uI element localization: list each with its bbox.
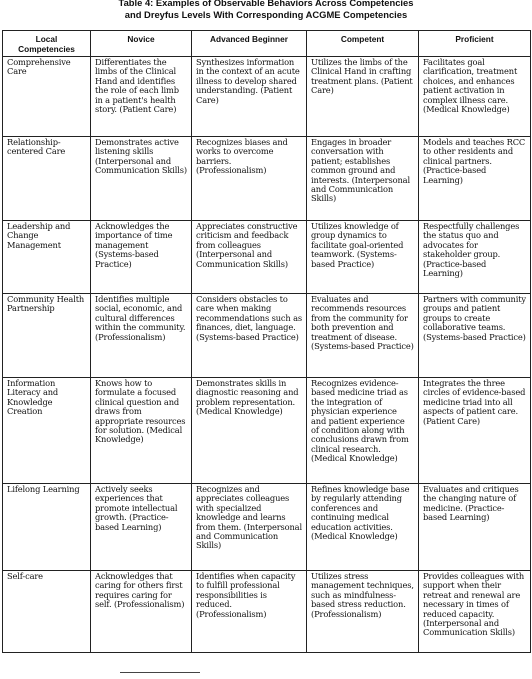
table-caption — [0, 0, 532, 21]
competency-cell: Information Literacy and Knowledge Creation — [3, 378, 91, 484]
advanced-beginner-cell: Considers obstacles to care when making recommendations such as finances, diet, language. (Systems-based Practice) — [192, 294, 307, 378]
proficient-cell: Respectfully challenges the status quo and advocates for stakeholder group. (Practice-based Learning) — [419, 221, 531, 294]
competency-cell: Community Health Partnership — [3, 294, 91, 378]
table-row — [3, 484, 531, 571]
proficient-cell: Partners with community groups and patient groups to create collaborative teams. (Systems-based Practice) — [419, 294, 531, 378]
competent-cell: Refines knowledge base by regularly attending conferences and continuing medical education activities. (Medical Knowledge) — [307, 484, 419, 571]
competent-cell: Utilizes stress management techniques, such as mindfulness-based stress reduction. (Professionalism) — [307, 571, 419, 653]
novice-cell: Differentiates the limbs of the Clinical Hand and identifies the role of each limb in a patient's health story. (Patient Care) — [91, 57, 192, 137]
table-row — [3, 378, 531, 484]
competency-cell: Leadership and Change Management — [3, 221, 91, 294]
competent-cell: Recognizes evidence-based medicine triad as the integration of physician experience and patient experience of condition along with conclusions drawn from clinical research. (Medical Knowledge) — [307, 378, 419, 484]
proficient-cell: Integrates the three circles of evidence-based medicine triad into all aspects of patient care. (Patient Care) — [419, 378, 531, 484]
proficient-cell: Facilitates goal clarification, treatment choices, and enhances patient activation in complex illness care. (Medical Knowledge) — [419, 57, 531, 137]
competency-table — [2, 30, 531, 653]
competency-cell: Relationship-centered Care — [3, 137, 91, 221]
novice-cell: Actively seeks experiences that promote intellectual growth. (Practice-based Learning) — [91, 484, 192, 571]
competent-cell: Evaluates and recommends resources from the community for both prevention and treatment of disease. (Systems-based Practice) — [307, 294, 419, 378]
header-proficient: Proficient — [419, 31, 531, 57]
competent-cell: Engages in broader conversation with patient; establishes common ground and interests. (Interpersonal and Communication Skills) — [307, 137, 419, 221]
table-title-line-1: Table 4: Examples of Observable Behaviors Across Competencies — [118, 0, 414, 8]
proficient-cell: Evaluates and critiques the changing nature of medicine. (Practice-based Learning) — [419, 484, 531, 571]
novice-cell: Knows how to formulate a focused clinical question and draws from appropriate resources for solution. (Medical Knowledge) — [91, 378, 192, 484]
competent-cell: Utilizes the limbs of the Clinical Hand in crafting treatment plans. (Patient Care) — [307, 57, 419, 137]
advanced-beginner-cell: Synthesizes information in the context of an acute illness to develop shared understanding. (Patient Care) — [192, 57, 307, 137]
table-row — [3, 294, 531, 378]
advanced-beginner-cell: Demonstrates skills in diagnostic reasoning and problem representation. (Medical Knowledge) — [192, 378, 307, 484]
competency-cell: Lifelong Learning — [3, 484, 91, 571]
table-row — [3, 221, 531, 294]
advanced-beginner-cell: Identifies when capacity to fulfill professional responsibilities is reduced. (Professionalism) — [192, 571, 307, 653]
header-novice: Novice — [91, 31, 192, 57]
table-header-row — [3, 31, 531, 57]
advanced-beginner-cell: Appreciates constructive criticism and feedback from colleagues (Interpersonal and Communication Skills) — [192, 221, 307, 294]
proficient-cell: Provides colleagues with support when their retreat and renewal are necessary in times of reduced capacity. (Interpersonal and Communication Skills) — [419, 571, 531, 653]
proficient-cell: Models and teaches RCC to other residents and clinical partners. (Practice-based Learning) — [419, 137, 531, 221]
advanced-beginner-cell: Recognizes and appreciates colleagues with specialized knowledge and learns from them. (Interpersonal and Communication Skills) — [192, 484, 307, 571]
table-row — [3, 57, 531, 137]
table-row — [3, 137, 531, 221]
novice-cell: Demonstrates active listening skills (Interpersonal and Communication Skills) — [91, 137, 192, 221]
header-local-competencies: Local Competencies — [3, 31, 91, 57]
table-title-line-2: and Dreyfus Levels With Corresponding ACGME Competencies — [124, 9, 408, 20]
table-row — [3, 571, 531, 653]
novice-cell: Acknowledges that caring for others first requires caring for self. (Professionalism) — [91, 571, 192, 653]
header-advanced-beginner: Advanced Beginner — [192, 31, 307, 57]
novice-cell: Acknowledges the importance of time management (Systems-based Practice) — [91, 221, 192, 294]
competency-cell: Comprehensive Care — [3, 57, 91, 137]
advanced-beginner-cell: Recognizes biases and works to overcome barriers. (Professionalism) — [192, 137, 307, 221]
header-competent: Competent — [307, 31, 419, 57]
novice-cell: Identifies multiple social, economic, and cultural differences within the community. (Professionalism) — [91, 294, 192, 378]
competent-cell: Utilizes knowledge of group dynamics to facilitate goal-oriented teamwork. (Systems-based Practice) — [307, 221, 419, 294]
competency-cell: Self-care — [3, 571, 91, 653]
